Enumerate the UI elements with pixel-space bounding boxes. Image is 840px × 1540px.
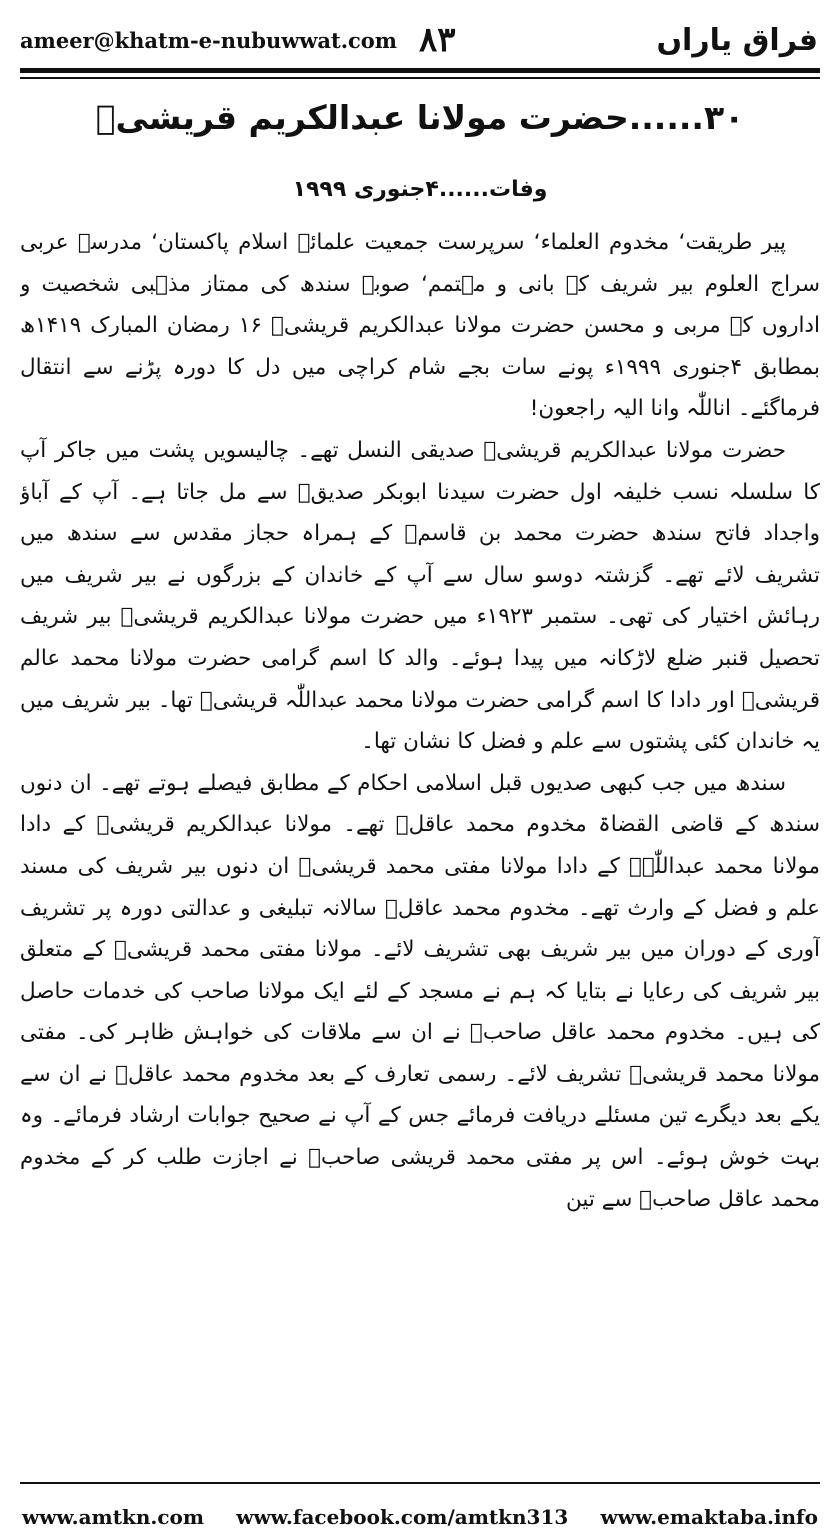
paragraph-2: حضرت مولانا عبدالکریم قریشیؒ صدیقی النسل تھے۔ چالیسویں پشت میں جاکر آپ کا سلسلہ نسب خلیفہ اول حضرت سیدنا ابوبکر صدیقؓ سے مل جاتا ہے۔ آپ کے آباؤ واجداد فاتح سندھ حضرت محمد بن قاسمؒ کے ہمراہ حجاز مقدس سے سندھ میں تشریف لائے تھے۔ گزشتہ دوسو سال سے آپ کے خاندان کے بزرگوں نے بیر شریف میں رہائش اختیار کی تھی۔ ستمبر ۱۹۲۳ء میں حضرت مولانا عبدالکریم قریشیؒ بیر شریف تحصیل قنبر ضلع لاڑکانہ میں پیدا ہوئے۔ والد کا اسم گرامی حضرت مولانا محمد عالم قریشیؒ اور دادا کا اسم گرامی حضرت مولانا محمد عبداللّٰہ قریشیؒ تھا۔ بیر شریف میں یہ خاندان کئی پشتوں سے علم و فضل کا نشان تھا۔ [20,437,820,755]
page-header [20,14,818,66]
header-rule-thin [20,77,820,79]
chapter-title: ۳۰......حضرت مولانا عبدالکریم قریشیؒ [95,98,745,137]
footer-link-facebook[interactable]: www.facebook.com/amtkn313 [236,1505,569,1529]
death-date-line: وفات......۴جنوری ۱۹۹۹ [292,177,548,202]
paragraph-3: سندھ میں جب کبھی صدیوں قبل اسلامی احکام کے مطابق فیصلے ہوتے تھے۔ ان دنوں سندھ کے قاضی القضاۃ مخدوم محمد عاقلؒ تھے۔ مولانا عبدالکریم قریشیؒ کے دادا مولانا محمد عبداللّٰہؒ کے دادا مولانا مفتی محمد قریشیؒ ان دنوں بیر شریف کی مسند علم و فضل کے وارث تھے۔ مخدوم محمد عاقلؒ سالانہ تبلیغی و عدالتی دورہ پر تشریف آوری کے دوران میں بیر شریف بھی تشریف لائے۔ مولانا مفتی محمد قریشیؒ کے متعلق بیر شریف کی رعایا نے بتایا کہ ہم نے مسجد کے لئے ایک مولانا صاحب کی خدمات حاصل کی ہیں۔ مخدوم محمد عاقل صاحبؒ نے ان سے ملاقات کی خواہش ظاہر کی۔ مفتی مولانا محمد قریشیؒ تشریف لائے۔ رسمی تعارف کے بعد مخدوم محمد عاقلؒ نے ان سے یکے بعد دیگرے تین مسئلے دریافت فرمائے جس کے آپ نے صحیح جوابات ارشاد فرمائے۔ وہ بہت خوش ہوئے۔ اس پر مفتی محمد قریشی صاحبؒ نے اجازت طلب کر کے مخدوم محمد عاقل صاحبؒ سے تین [20,770,820,1212]
header-email: ameer@khatm-e-nubuwwat.com [20,27,398,53]
page-footer [22,1502,818,1532]
paragraph-1: پیر طریقت‘ مخدوم العلماء‘ سرپرست جمعیت علمائے اسلام پاکستان‘ مدرسہ عربی سراج العلوم بیر شریف کے بانی و مہتمم‘ صوبہ سندھ کی ممتاز مذہبی شخصیت و اداروں کے مربی و محسن حضرت مولانا عبدالکریم قریشیؒ ۱۶ رمضان المبارک ۱۴۱۹ھ بمطابق ۴جنوری ۱۹۹۹ء پونے سات بجے شام کراچی میں دل کا دورہ پڑنے سے انتقال فرماگئے۔ اناللّٰہ وانا الیہ راجعون! [20,230,820,422]
footer-rule [20,1482,820,1484]
header-rule-thick [20,68,820,73]
footer-link-amtkn[interactable]: www.amtkn.com [22,1505,205,1529]
header-left-group [20,20,456,60]
book-title: فراق یاراں [656,22,818,58]
body-text [20,222,820,1462]
page-number: ۸۳ [419,20,456,60]
footer-link-emaktaba[interactable]: www.emaktaba.info [600,1505,818,1529]
